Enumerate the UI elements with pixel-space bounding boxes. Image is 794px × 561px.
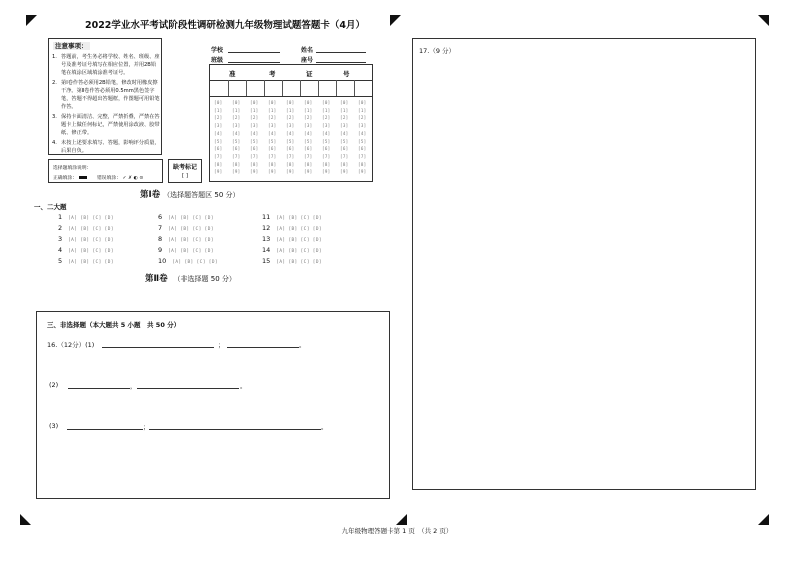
option-bubbles[interactable]: [A] [B] [C] [D] bbox=[276, 260, 322, 265]
absent-checkbox[interactable]: [ ] bbox=[181, 173, 189, 179]
digit-bubble[interactable]: [3] bbox=[286, 123, 295, 129]
section-2-title: 第Ⅱ卷 bbox=[145, 274, 168, 284]
digit-bubble[interactable]: [0] bbox=[268, 100, 277, 105]
digit-bubble[interactable]: [8] bbox=[214, 161, 223, 167]
digit-bubble[interactable]: [1] bbox=[232, 107, 241, 113]
part-1-2-heading: 一、二大题 bbox=[34, 203, 67, 211]
exam-digit-column[interactable] bbox=[286, 99, 294, 176]
notice-text: 保持卡面清洁、完整，严禁折叠，严禁在答题卡上做任何标记，严禁使用涂改液、胶带纸、修正带。 bbox=[61, 114, 160, 136]
digit-bubble[interactable]: [5] bbox=[232, 138, 241, 144]
digit-bubble[interactable]: [0] bbox=[340, 100, 349, 105]
digit-bubble[interactable]: [8] bbox=[250, 161, 259, 167]
choice-question-row bbox=[58, 246, 114, 254]
exam-digit-column[interactable] bbox=[322, 99, 330, 176]
choice-question-row bbox=[58, 235, 114, 243]
question-number: 8 bbox=[158, 235, 163, 243]
option-bubbles[interactable]: [A] [B] [C] [D] bbox=[168, 238, 214, 243]
wrong-fill-example bbox=[97, 174, 143, 181]
section-2-subtitle: （非选择题 50 分） bbox=[173, 275, 236, 283]
seat-label: 座号 bbox=[301, 57, 314, 64]
digit-bubble[interactable]: [2] bbox=[214, 115, 223, 121]
digit-bubble[interactable]: [6] bbox=[250, 146, 259, 152]
question-number: 4 bbox=[58, 246, 63, 254]
question-number: 10 bbox=[158, 257, 167, 265]
digit-bubble[interactable]: [6] bbox=[268, 146, 277, 152]
digit-bubble[interactable]: [7] bbox=[340, 153, 349, 159]
digit-bubble[interactable]: [2] bbox=[268, 115, 277, 121]
digit-bubble[interactable]: [5] bbox=[268, 138, 277, 144]
fill-example-box bbox=[48, 159, 163, 183]
digit-bubble[interactable]: [9] bbox=[232, 169, 241, 175]
digit-bubble[interactable]: [2] bbox=[304, 115, 313, 121]
separator: 。 bbox=[299, 341, 306, 349]
digit-bubble[interactable]: [7] bbox=[268, 153, 277, 159]
absent-label: 缺考标记 bbox=[172, 164, 197, 171]
digit-bubble[interactable]: [0] bbox=[322, 100, 331, 105]
digit-bubble[interactable]: [8] bbox=[304, 161, 313, 167]
option-bubbles[interactable]: [A] [B] [C] [D] bbox=[68, 238, 114, 243]
choice-question-row bbox=[158, 246, 214, 254]
question-number: 7 bbox=[158, 224, 163, 232]
question-number: 1 bbox=[58, 213, 63, 221]
separator: ； bbox=[143, 423, 150, 431]
digit-bubble[interactable]: [7] bbox=[286, 153, 295, 159]
notice-list bbox=[52, 53, 160, 157]
question-number: 3 bbox=[58, 235, 63, 243]
notice-num: 4. bbox=[52, 140, 57, 146]
page-title: 2022学业水平考试阶段性调研检测九年级物理试题答题卡（4月） bbox=[84, 20, 366, 31]
notice-num: 1. bbox=[52, 54, 57, 60]
digit-bubble[interactable]: [7] bbox=[232, 153, 241, 159]
digit-bubble[interactable]: [9] bbox=[304, 169, 313, 175]
digit-bubble[interactable]: [6] bbox=[214, 146, 223, 152]
notice-item bbox=[52, 53, 160, 77]
question-number: 11 bbox=[262, 213, 271, 221]
digit-bubble[interactable]: [4] bbox=[322, 130, 331, 136]
notice-heading: 注意事项： bbox=[55, 42, 88, 50]
digit-bubble[interactable]: [0] bbox=[304, 100, 313, 105]
digit-bubble[interactable]: [8] bbox=[232, 161, 241, 167]
digit-bubble[interactable]: [8] bbox=[322, 161, 331, 167]
digit-bubble[interactable]: [3] bbox=[250, 123, 259, 129]
digit-bubble[interactable]: [9] bbox=[250, 169, 259, 175]
digit-bubble[interactable]: [6] bbox=[322, 146, 331, 152]
q16-3-blank-b[interactable] bbox=[149, 429, 321, 430]
digit-bubble[interactable]: [5] bbox=[286, 138, 295, 144]
choice-question-row bbox=[262, 213, 322, 221]
section-1-title: 第Ⅰ卷 bbox=[140, 190, 161, 200]
digit-bubble[interactable]: [1] bbox=[286, 107, 295, 113]
digit-bubble[interactable]: [4] bbox=[304, 130, 313, 136]
separator: ； bbox=[218, 341, 225, 349]
digit-bubble[interactable]: [3] bbox=[322, 123, 331, 129]
digit-bubble[interactable]: [1] bbox=[358, 107, 367, 113]
option-bubbles[interactable]: [A] [B] [C] [D] bbox=[68, 227, 114, 232]
option-bubbles[interactable]: [A] [B] [C] [D] bbox=[168, 216, 214, 221]
digit-bubble[interactable]: [4] bbox=[250, 130, 259, 136]
registration-mark bbox=[390, 15, 401, 26]
option-bubbles[interactable]: [A] [B] [C] [D] bbox=[168, 249, 214, 254]
notice-box bbox=[48, 38, 162, 155]
option-bubbles[interactable]: [A] [B] [C] [D] bbox=[168, 227, 214, 232]
digit-bubble[interactable]: [4] bbox=[232, 130, 241, 136]
digit-bubble[interactable]: [2] bbox=[286, 115, 295, 121]
notice-item bbox=[52, 139, 160, 155]
registration-mark bbox=[758, 514, 769, 525]
digit-bubble[interactable]: [0] bbox=[232, 100, 241, 105]
choice-question-row bbox=[158, 235, 214, 243]
choice-question-row bbox=[58, 257, 114, 265]
digit-bubble[interactable]: [6] bbox=[286, 146, 295, 152]
correct-fill-label: 正确填涂： bbox=[53, 176, 77, 181]
digit-bubble[interactable]: [7] bbox=[304, 153, 313, 159]
exam-number-heading bbox=[210, 65, 372, 81]
digit-bubble[interactable]: [0] bbox=[286, 100, 295, 105]
exam-heading-char: 考 bbox=[269, 70, 276, 78]
digit-bubble[interactable]: [8] bbox=[340, 161, 349, 167]
question-number: 5 bbox=[58, 257, 63, 265]
notice-text: 答题前，考生务必将学校、姓名、班级、座号及准考证号填写在相应位置，并用2B铅笔在填涂区域填涂准考证号。 bbox=[61, 54, 160, 76]
digit-bubble[interactable]: [0] bbox=[250, 100, 259, 105]
notice-num: 3. bbox=[52, 114, 57, 120]
exam-number-write-row[interactable] bbox=[210, 80, 372, 97]
wrong-marks-icon: ✓ ✗ ◐ ⊙ bbox=[122, 176, 144, 181]
page-footer: 九年级物理答题卡第 1 页 （共 2 页） bbox=[341, 527, 453, 535]
digit-bubble[interactable]: [9] bbox=[268, 169, 277, 175]
option-bubbles[interactable]: [A] [B] [C] [D] bbox=[68, 216, 114, 221]
section-1-subtitle: （选择题答题区 50 分） bbox=[163, 191, 240, 199]
digit-bubble[interactable]: [4] bbox=[286, 130, 295, 136]
choice-question-row bbox=[262, 235, 322, 243]
digit-bubble[interactable]: [5] bbox=[250, 138, 259, 144]
option-bubbles[interactable]: [A] [B] [C] [D] bbox=[276, 216, 322, 221]
choice-question-row bbox=[158, 213, 214, 221]
option-bubbles[interactable]: [A] [B] [C] [D] bbox=[276, 249, 322, 254]
separator: 。 bbox=[321, 423, 328, 431]
digit-bubble[interactable]: [6] bbox=[232, 146, 241, 152]
option-bubbles[interactable]: [A] [B] [C] [D] bbox=[68, 260, 114, 265]
digit-bubble[interactable]: [7] bbox=[322, 153, 331, 159]
part-3-answer-box bbox=[36, 311, 390, 499]
choice-question-row bbox=[58, 213, 114, 221]
registration-mark bbox=[396, 514, 407, 525]
q16-3-label: (3) bbox=[49, 422, 59, 430]
option-bubbles[interactable]: [A] [B] [C] [D] bbox=[68, 249, 114, 254]
option-bubbles[interactable]: [A] [B] [C] [D] bbox=[276, 227, 322, 232]
solid-mark-icon bbox=[79, 176, 87, 179]
digit-bubble[interactable]: [9] bbox=[340, 169, 349, 175]
digit-bubble[interactable]: [5] bbox=[340, 138, 349, 144]
exam-heading-char: 号 bbox=[343, 70, 350, 78]
exam-digit-column[interactable] bbox=[268, 99, 276, 176]
exam-digit-column[interactable] bbox=[214, 99, 222, 176]
digit-bubble[interactable]: [9] bbox=[358, 169, 367, 175]
name-field[interactable] bbox=[316, 52, 366, 53]
q17-answer-box[interactable] bbox=[412, 38, 756, 490]
option-bubbles[interactable]: [A] [B] [C] [D] bbox=[172, 260, 218, 265]
digit-bubble[interactable]: [2] bbox=[322, 115, 331, 121]
digit-bubble[interactable]: [8] bbox=[286, 161, 295, 167]
digit-bubble[interactable]: [4] bbox=[268, 130, 277, 136]
digit-bubble[interactable]: [5] bbox=[304, 138, 313, 144]
digit-bubble[interactable]: [3] bbox=[340, 123, 349, 129]
digit-bubble[interactable]: [5] bbox=[214, 138, 223, 144]
question-number: 12 bbox=[262, 224, 271, 232]
question-number: 14 bbox=[262, 246, 271, 254]
separator: ， bbox=[130, 382, 137, 390]
digit-bubble[interactable]: [1] bbox=[214, 107, 223, 113]
digit-bubble[interactable]: [3] bbox=[232, 123, 241, 129]
choice-question-row bbox=[158, 257, 218, 265]
digit-bubble[interactable]: [2] bbox=[358, 115, 367, 121]
notice-num: 2. bbox=[52, 80, 57, 86]
digit-bubble[interactable]: [7] bbox=[250, 153, 259, 159]
digit-bubble[interactable]: [5] bbox=[322, 138, 331, 144]
notice-item bbox=[52, 113, 160, 137]
option-bubbles[interactable]: [A] [B] [C] [D] bbox=[276, 238, 322, 243]
notice-text: 未按上述要求填写、答题，影响评分质量，后果自负。 bbox=[61, 140, 160, 154]
digit-bubble[interactable]: [1] bbox=[340, 107, 349, 113]
digit-bubble[interactable]: [3] bbox=[358, 123, 367, 129]
digit-bubble[interactable]: [7] bbox=[214, 153, 223, 159]
notice-text: 第Ⅰ卷作答必须用2B铅笔，修改时用橡皮擦干净。第Ⅱ卷作答必须用0.5mm黑色签字笔，答题不得超出答题框，作图题可用铅笔作答。 bbox=[61, 80, 160, 110]
digit-bubble[interactable]: [8] bbox=[358, 161, 367, 167]
digit-bubble[interactable]: [6] bbox=[358, 146, 367, 152]
digit-bubble[interactable]: [8] bbox=[268, 161, 277, 167]
q16-2-blank-a[interactable] bbox=[68, 388, 130, 389]
q17-label: 17.（9 分） bbox=[419, 47, 456, 55]
correct-fill-example bbox=[53, 174, 87, 181]
exam-heading-char: 准 bbox=[229, 70, 236, 78]
registration-mark bbox=[26, 15, 37, 26]
exam-digit-column[interactable] bbox=[304, 99, 312, 176]
digit-bubble[interactable]: [2] bbox=[340, 115, 349, 121]
choice-question-row bbox=[262, 246, 322, 254]
digit-bubble[interactable]: [5] bbox=[358, 138, 367, 144]
question-number: 2 bbox=[58, 224, 63, 232]
exam-heading-char: 证 bbox=[306, 70, 313, 78]
digit-bubble[interactable]: [3] bbox=[268, 123, 277, 129]
exam-digit-column[interactable] bbox=[340, 99, 348, 176]
digit-bubble[interactable]: [6] bbox=[340, 146, 349, 152]
class-field[interactable] bbox=[228, 62, 280, 63]
digit-bubble[interactable]: [9] bbox=[322, 169, 331, 175]
digit-bubble[interactable]: [1] bbox=[304, 107, 313, 113]
wrong-fill-label: 错误填涂： bbox=[97, 176, 121, 181]
registration-mark bbox=[20, 514, 31, 525]
school-field[interactable] bbox=[228, 52, 280, 53]
digit-bubble[interactable]: [4] bbox=[358, 130, 367, 136]
name-label: 姓名 bbox=[301, 47, 314, 54]
digit-bubble[interactable]: [0] bbox=[214, 100, 223, 105]
question-number: 15 bbox=[262, 257, 271, 265]
class-label: 班级 bbox=[211, 57, 224, 64]
choice-question-row bbox=[262, 224, 322, 232]
digit-bubble[interactable]: [2] bbox=[232, 115, 241, 121]
fill-example-title: 选择题填涂说明： bbox=[53, 166, 92, 171]
section-2-heading bbox=[145, 272, 236, 284]
choice-question-row bbox=[58, 224, 114, 232]
q16-label: 16.（12分）(1) bbox=[47, 341, 95, 349]
exam-digit-column[interactable] bbox=[250, 99, 258, 176]
digit-bubble[interactable]: [7] bbox=[358, 153, 367, 159]
absent-mark-box[interactable] bbox=[168, 159, 202, 183]
digit-bubble[interactable]: [3] bbox=[304, 123, 313, 129]
school-label: 学校 bbox=[211, 47, 224, 54]
q16-2-blank-b[interactable] bbox=[137, 388, 239, 389]
q16-1-blank-a[interactable] bbox=[102, 347, 214, 348]
digit-bubble[interactable]: [9] bbox=[214, 169, 223, 175]
exam-number-box bbox=[209, 64, 373, 182]
separator: 。 bbox=[240, 382, 247, 390]
digit-bubble[interactable]: [4] bbox=[214, 130, 223, 136]
q16-2-label: (2) bbox=[49, 381, 59, 389]
notice-item bbox=[52, 79, 160, 111]
digit-bubble[interactable]: [6] bbox=[304, 146, 313, 152]
question-number: 6 bbox=[158, 213, 163, 221]
part-3-title: 三、非选择题（本大题共 5 小题 共 50 分） bbox=[47, 321, 181, 329]
digit-bubble[interactable]: [0] bbox=[358, 100, 367, 105]
digit-bubble[interactable]: [1] bbox=[250, 107, 259, 113]
exam-digit-column[interactable] bbox=[358, 99, 366, 176]
digit-bubble[interactable]: [1] bbox=[268, 107, 277, 113]
digit-bubble[interactable]: [9] bbox=[286, 169, 295, 175]
exam-digit-column[interactable] bbox=[232, 99, 240, 176]
q16-1-blank-b[interactable] bbox=[227, 347, 299, 348]
digit-bubble[interactable]: [4] bbox=[340, 130, 349, 136]
digit-bubble[interactable]: [3] bbox=[214, 123, 223, 129]
choice-question-row bbox=[158, 224, 214, 232]
registration-mark bbox=[758, 15, 769, 26]
q16-3-blank-a[interactable] bbox=[67, 429, 143, 430]
question-number: 13 bbox=[262, 235, 271, 243]
question-number: 9 bbox=[158, 246, 163, 254]
digit-bubble[interactable]: [1] bbox=[322, 107, 331, 113]
digit-bubble[interactable]: [2] bbox=[250, 115, 259, 121]
section-1-heading bbox=[140, 188, 240, 200]
choice-question-row bbox=[262, 257, 322, 265]
seat-field[interactable] bbox=[316, 62, 366, 63]
